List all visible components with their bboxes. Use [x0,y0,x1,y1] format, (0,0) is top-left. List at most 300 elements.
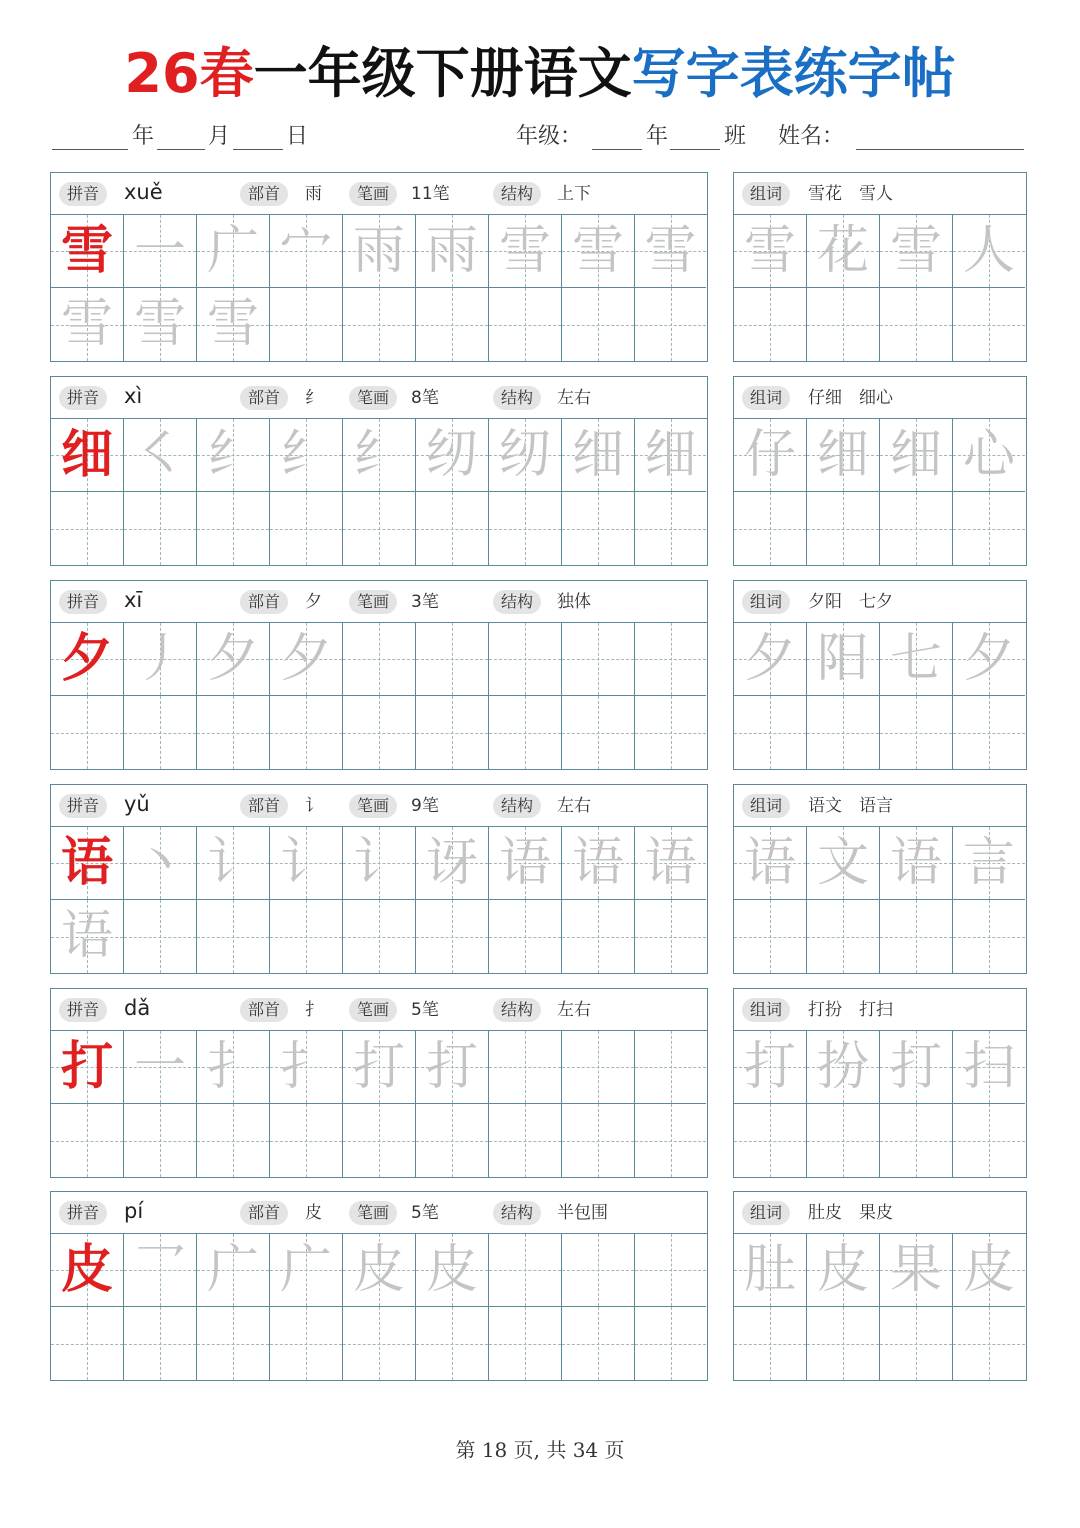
structure-tag: 结构 [493,998,541,1022]
word-writing-cell[interactable] [734,1104,807,1177]
writing-cell[interactable] [270,827,343,900]
writing-cell[interactable] [562,900,635,973]
word-trace-character: 语 [889,833,942,893]
word-writing-cell[interactable] [880,1234,953,1307]
writing-cell[interactable] [562,1104,635,1177]
word-writing-cell[interactable] [807,623,880,696]
title-part-red: 26春 [124,42,254,105]
word-writing-cell[interactable] [880,900,953,973]
words-value: 仔细 细心 [808,388,893,408]
writing-cell[interactable] [562,288,635,361]
word-trace-character: 肚 [743,1240,796,1300]
word-writing-cell[interactable] [880,288,953,361]
radical-value: 讠 [305,796,322,816]
writing-cell[interactable] [343,623,416,696]
word-trace-character: 夕 [743,629,796,689]
month-label: 月 [208,124,231,149]
writing-cell[interactable] [51,1104,124,1177]
word-writing-cell[interactable] [807,1031,880,1104]
trace-stroke-character: 讶 [425,833,478,893]
strokes-tag: 笔画 [349,794,397,818]
words-tag: 组词 [742,998,790,1022]
writing-cell[interactable] [124,419,197,492]
strokes-tag: 笔画 [349,998,397,1022]
word-writing-cell[interactable] [807,1234,880,1307]
writing-cell[interactable] [51,215,124,288]
writing-cell[interactable] [635,492,706,565]
word-writing-cell[interactable] [807,1104,880,1177]
writing-cell[interactable] [562,215,635,288]
trace-stroke-character: 宀 [279,221,332,281]
writing-cell[interactable] [343,1031,416,1104]
words-grid [734,827,1026,973]
writing-cell[interactable] [197,900,270,973]
writing-cell[interactable] [197,288,270,361]
writing-cell[interactable] [197,1307,270,1380]
class-blank[interactable] [670,149,720,150]
title-part-black: 一年级下册语文 [253,42,632,105]
trace-stroke-character: 雨 [352,221,405,281]
word-writing-cell[interactable] [953,827,1025,900]
writing-cell[interactable] [270,1104,343,1177]
writing-cell[interactable] [416,215,489,288]
words-value: 打扮 打扫 [808,1000,893,1020]
writing-cell[interactable] [343,1104,416,1177]
writing-cell[interactable] [343,288,416,361]
writing-cell[interactable] [270,1234,343,1307]
grade-blank[interactable] [592,149,642,150]
structure-value: 半包围 [557,1203,608,1223]
words-header [734,989,1026,1031]
writing-cell[interactable] [562,492,635,565]
strokes-value: 5笔 [411,1000,439,1020]
trace-stroke-character: ㇛ [133,425,186,485]
trace-stroke-character: 一 [133,1037,186,1097]
word-trace-character: 文 [816,833,869,893]
char-panel [50,376,708,566]
word-trace-character: 夕 [962,629,1015,689]
writing-cell[interactable] [416,1307,489,1380]
char-info-header [51,581,707,623]
writing-cell[interactable] [489,419,562,492]
pinyin-value: xī [124,588,143,612]
writing-cell[interactable] [343,492,416,565]
strokes-tag: 笔画 [349,590,397,614]
char-block [50,784,1027,974]
char-info-header [51,377,707,419]
pinyin-tag: 拼音 [59,1201,107,1225]
word-trace-character: 仔 [743,425,796,485]
trace-stroke-character: 皮 [425,1240,478,1300]
word-trace-character: 皮 [962,1240,1015,1300]
trace-stroke-character: 雪 [644,221,697,281]
word-writing-cell[interactable] [807,1307,880,1380]
words-header [734,377,1026,419]
structure-tag: 结构 [493,590,541,614]
writing-cell[interactable] [416,1234,489,1307]
model-character: 打 [60,1036,113,1097]
writing-cell[interactable] [51,696,124,769]
writing-cell[interactable] [197,827,270,900]
word-writing-cell[interactable] [953,288,1025,361]
writing-cell[interactable] [124,623,197,696]
trace-stroke-character: 乛 [133,1240,186,1300]
writing-cell[interactable] [124,288,197,361]
writing-cell[interactable] [343,696,416,769]
writing-cell[interactable] [197,1104,270,1177]
strokes-tag: 笔画 [349,1201,397,1225]
writing-cell[interactable] [489,492,562,565]
writing-cell[interactable] [489,1307,562,1380]
writing-cell[interactable] [635,696,706,769]
char-panel [50,580,708,770]
word-writing-cell[interactable] [807,900,880,973]
writing-cell[interactable] [51,1031,124,1104]
writing-cell[interactable] [562,1307,635,1380]
writing-cell[interactable] [343,419,416,492]
writing-cell[interactable] [343,900,416,973]
writing-cell[interactable] [197,492,270,565]
writing-cell[interactable] [197,1031,270,1104]
trace-stroke-character: 细 [571,425,624,485]
writing-cell[interactable] [489,1031,562,1104]
char-block [50,376,1027,566]
day-blank[interactable] [233,149,283,150]
word-trace-character: 扫 [962,1037,1015,1097]
pinyin-tag: 拼音 [59,386,107,410]
structure-tag: 结构 [493,182,541,206]
writing-cell[interactable] [124,900,197,973]
trace-stroke-character: 纟 [279,425,332,485]
writing-cell[interactable] [635,900,706,973]
page-title [0,34,1080,114]
writing-cell[interactable] [343,827,416,900]
writing-cell[interactable] [124,1234,197,1307]
word-writing-cell[interactable] [880,1031,953,1104]
radical-tag: 部首 [240,998,288,1022]
structure-value: 上下 [557,184,591,204]
word-writing-cell[interactable] [734,900,807,973]
word-writing-cell[interactable] [953,215,1025,288]
strokes-value: 5笔 [411,1203,439,1223]
pinyin-tag: 拼音 [59,590,107,614]
writing-cell[interactable] [489,827,562,900]
writing-cell[interactable] [270,696,343,769]
word-trace-character: 细 [816,425,869,485]
word-writing-cell[interactable] [734,492,807,565]
year-blank[interactable] [52,149,128,150]
word-trace-character: 语 [743,833,796,893]
words-tag: 组词 [742,794,790,818]
word-writing-cell[interactable] [807,288,880,361]
radical-tag: 部首 [240,590,288,614]
word-writing-cell[interactable] [807,215,880,288]
name-label: 姓名： [778,124,845,149]
word-writing-cell[interactable] [880,1104,953,1177]
word-writing-cell[interactable] [734,1031,807,1104]
trace-stroke-character: 语 [498,833,551,893]
trace-stroke-character: 雪 [571,221,624,281]
pinyin-tag: 拼音 [59,998,107,1022]
writing-cell[interactable] [416,827,489,900]
model-character: 皮 [60,1239,113,1300]
word-writing-cell[interactable] [807,492,880,565]
name-blank[interactable] [856,149,1024,150]
writing-cell[interactable] [489,288,562,361]
trace-stroke-character: 纟 [352,425,405,485]
words-panel [733,172,1027,362]
word-writing-cell[interactable] [880,215,953,288]
word-writing-cell[interactable] [880,1307,953,1380]
char-info-header [51,1192,707,1234]
words-panel [733,580,1027,770]
word-writing-cell[interactable] [734,827,807,900]
trace-stroke-character: 语 [644,833,697,893]
word-writing-cell[interactable] [953,1307,1025,1380]
writing-cell[interactable] [124,827,197,900]
word-writing-cell[interactable] [953,1104,1025,1177]
writing-cell[interactable] [270,288,343,361]
structure-value: 左右 [557,1000,591,1020]
char-panel [50,172,708,362]
trace-stroke-character: 皮 [352,1240,405,1300]
writing-cell[interactable] [51,1307,124,1380]
words-panel [733,1191,1027,1381]
char-info-header [51,173,707,215]
writing-cell[interactable] [124,1307,197,1380]
word-writing-cell[interactable] [734,623,807,696]
word-writing-cell[interactable] [953,419,1025,492]
writing-cell[interactable] [197,696,270,769]
writing-grid [51,419,707,565]
word-writing-cell[interactable] [880,419,953,492]
word-writing-cell[interactable] [953,900,1025,973]
word-writing-cell[interactable] [880,623,953,696]
writing-cell[interactable] [270,900,343,973]
words-tag: 组词 [742,590,790,614]
char-panel [50,988,708,1178]
radical-value: 皮 [305,1203,322,1223]
writing-cell[interactable] [635,827,706,900]
writing-cell[interactable] [635,623,706,696]
class-label: 班 [724,124,747,149]
writing-cell[interactable] [416,623,489,696]
word-writing-cell[interactable] [880,696,953,769]
word-trace-character: 雪 [743,221,796,281]
writing-cell[interactable] [51,623,124,696]
char-block [50,1191,1027,1381]
word-trace-character: 打 [889,1037,942,1097]
structure-tag: 结构 [493,794,541,818]
trace-stroke-character: 雪 [498,221,551,281]
trace-stroke-character: 讠 [352,833,405,893]
radical-tag: 部首 [240,182,288,206]
writing-cell[interactable] [635,1031,706,1104]
writing-cell[interactable] [489,623,562,696]
writing-cell[interactable] [562,1031,635,1104]
writing-cell[interactable] [489,900,562,973]
writing-cell[interactable] [635,288,706,361]
words-header [734,785,1026,827]
writing-cell[interactable] [489,1104,562,1177]
writing-cell[interactable] [124,215,197,288]
day-label: 日 [286,124,309,149]
word-trace-character: 扮 [816,1037,869,1097]
radical-value: 纟 [305,388,322,408]
trace-stroke-character: 扌 [279,1037,332,1097]
writing-cell[interactable] [270,623,343,696]
char-info-header [51,989,707,1031]
writing-cell[interactable] [197,623,270,696]
word-trace-character: 人 [962,221,1015,281]
pinyin-value: yǔ [124,792,150,816]
words-grid [734,623,1026,769]
writing-cell[interactable] [416,1031,489,1104]
writing-cell[interactable] [635,1104,706,1177]
writing-grid [51,623,707,769]
writing-cell[interactable] [416,900,489,973]
word-writing-cell[interactable] [807,419,880,492]
writing-cell[interactable] [270,215,343,288]
word-writing-cell[interactable] [734,419,807,492]
word-trace-character: 七 [889,629,942,689]
word-writing-cell[interactable] [734,696,807,769]
word-writing-cell[interactable] [953,623,1025,696]
trace-stroke-character: 细 [644,425,697,485]
trace-stroke-character: 纫 [498,425,551,485]
char-block [50,580,1027,770]
writing-cell[interactable] [416,1104,489,1177]
model-character: 夕 [60,628,113,689]
writing-cell[interactable] [197,1234,270,1307]
radical-tag: 部首 [240,794,288,818]
word-writing-cell[interactable] [807,827,880,900]
trace-stroke-character: 广 [279,1240,332,1300]
model-character: 雪 [60,220,113,281]
pinyin-tag: 拼音 [59,794,107,818]
writing-cell[interactable] [270,492,343,565]
word-writing-cell[interactable] [734,1307,807,1380]
model-character: 细 [60,424,113,485]
info-line [52,120,1027,154]
structure-value: 独体 [557,592,591,612]
writing-cell[interactable] [270,1031,343,1104]
structure-value: 左右 [557,796,591,816]
char-block [50,172,1027,362]
pinyin-value: dǎ [124,996,151,1020]
writing-cell[interactable] [489,1234,562,1307]
writing-cell[interactable] [416,419,489,492]
word-writing-cell[interactable] [953,696,1025,769]
writing-cell[interactable] [416,492,489,565]
radical-value: 雨 [305,184,322,204]
writing-cell[interactable] [51,492,124,565]
trace-stroke-character: 纫 [425,425,478,485]
pinyin-tag: 拼音 [59,182,107,206]
pinyin-value: xuě [124,180,163,204]
writing-cell[interactable] [124,1104,197,1177]
trace-stroke-character: 语 [571,833,624,893]
char-info-header [51,785,707,827]
strokes-tag: 笔画 [349,182,397,206]
word-trace-character: 果 [889,1240,942,1300]
trace-stroke-character: 丶 [133,833,186,893]
char-block [50,988,1027,1178]
writing-cell[interactable] [635,1307,706,1380]
word-writing-cell[interactable] [880,492,953,565]
word-writing-cell[interactable] [953,492,1025,565]
writing-cell[interactable] [51,827,124,900]
pinyin-value: xì [124,384,143,408]
writing-cell[interactable] [124,1031,197,1104]
writing-cell[interactable] [635,1234,706,1307]
words-grid [734,1234,1026,1380]
words-header [734,581,1026,623]
title-part-blue: 写字表练字帖 [631,42,956,105]
writing-cell[interactable] [562,419,635,492]
word-writing-cell[interactable] [734,215,807,288]
trace-stroke-character: 打 [352,1037,405,1097]
words-header [734,1192,1026,1234]
writing-cell[interactable] [51,288,124,361]
writing-cell[interactable] [343,215,416,288]
words-header [734,173,1026,215]
writing-cell[interactable] [416,288,489,361]
word-writing-cell[interactable] [734,1234,807,1307]
writing-cell[interactable] [562,696,635,769]
word-writing-cell[interactable] [734,288,807,361]
words-panel [733,376,1027,566]
radical-tag: 部首 [240,386,288,410]
pinyin-value: pí [124,1199,144,1223]
word-writing-cell[interactable] [953,1031,1025,1104]
writing-cell[interactable] [416,696,489,769]
writing-cell[interactable] [562,1234,635,1307]
writing-cell[interactable] [635,215,706,288]
writing-grid [51,215,707,361]
writing-cell[interactable] [562,827,635,900]
writing-cell[interactable] [270,1307,343,1380]
writing-cell[interactable] [343,1307,416,1380]
writing-cell[interactable] [51,900,124,973]
words-value: 语文 语言 [808,796,893,816]
month-blank[interactable] [157,149,205,150]
writing-cell[interactable] [635,419,706,492]
writing-cell[interactable] [343,1234,416,1307]
writing-cell[interactable] [51,419,124,492]
writing-cell[interactable] [197,419,270,492]
word-trace-character: 心 [962,425,1015,485]
writing-cell[interactable] [270,419,343,492]
writing-cell[interactable] [562,623,635,696]
words-grid [734,215,1026,361]
words-value: 夕阳 七夕 [808,592,893,612]
writing-cell[interactable] [489,215,562,288]
writing-cell[interactable] [124,696,197,769]
writing-cell[interactable] [489,696,562,769]
writing-grid [51,1031,707,1177]
writing-cell[interactable] [124,492,197,565]
strokes-tag: 笔画 [349,386,397,410]
word-writing-cell[interactable] [880,827,953,900]
structure-value: 左右 [557,388,591,408]
writing-cell[interactable] [197,215,270,288]
word-writing-cell[interactable] [953,1234,1025,1307]
writing-cell[interactable] [51,1234,124,1307]
trace-stroke-character: 广 [206,221,259,281]
word-writing-cell[interactable] [807,696,880,769]
radical-value: 扌 [305,1000,322,1020]
